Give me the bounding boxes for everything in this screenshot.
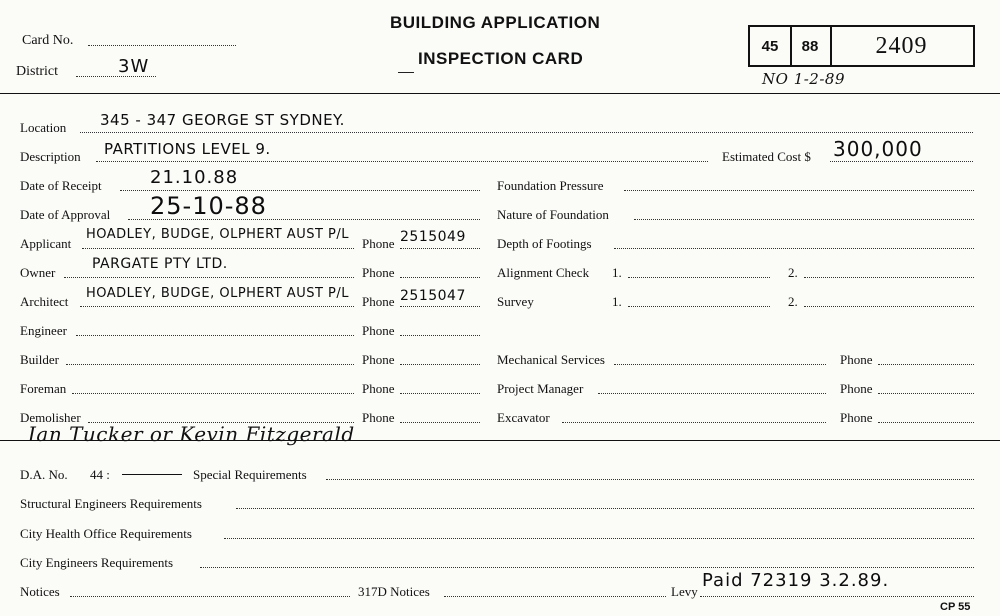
estimated-cost-label: Estimated Cost $ — [722, 149, 811, 164]
survey-num1: 1. — [612, 294, 622, 309]
applicant-line — [82, 248, 354, 249]
architect-value: HOADLEY, BUDGE, OLPHERT AUST P/L — [86, 286, 349, 301]
builder-line — [66, 364, 354, 365]
foreman-phone-line — [400, 393, 480, 394]
engineer-label: Engineer — [20, 323, 67, 338]
owner-phone-label: Phone — [362, 265, 395, 280]
description-label: Description — [20, 149, 81, 164]
mechanical-label: Mechanical Services — [497, 352, 605, 367]
date-receipt-line — [120, 190, 480, 191]
special-req-label: Special Requirements — [193, 467, 307, 482]
foreman-label: Foreman — [20, 381, 67, 396]
owner-label: Owner — [20, 265, 56, 280]
mechanical-phone-label: Phone — [840, 352, 873, 367]
mechanical-line — [614, 364, 826, 365]
special-req-line — [326, 479, 974, 480]
estimated-cost-line — [830, 161, 973, 162]
alignment-num1: 1. — [612, 265, 622, 280]
survey-line1 — [628, 306, 770, 307]
da-no-dash — [122, 474, 182, 475]
depth-footings-line — [614, 248, 974, 249]
da-no-value: 44 : — [90, 467, 110, 482]
architect-phone-value: 2515047 — [400, 288, 466, 304]
excavator-phone-label: Phone — [840, 410, 873, 425]
date-approval-label: Date of Approval — [20, 207, 111, 222]
engineer-phone-line — [400, 335, 480, 336]
estimated-cost-value: 300,000 — [833, 137, 923, 161]
project-manager-phone-line — [878, 393, 974, 394]
engineer-phone-label: Phone — [362, 323, 395, 338]
date-approval-value: 25-10-88 — [150, 192, 267, 220]
box-card-number: 2409 — [875, 32, 928, 59]
alignment-line2 — [804, 277, 974, 278]
owner-value: PARGATE PTY LTD. — [92, 256, 228, 272]
description-value: PARTITIONS LEVEL 9. — [104, 140, 271, 158]
middle-rule — [0, 440, 1000, 441]
box-cell-88: 88 — [790, 27, 832, 65]
project-manager-label: Project Manager — [497, 381, 584, 396]
card-subtitle: INSPECTION CARD — [418, 49, 584, 68]
excavator-phone-line — [878, 422, 974, 423]
builder-phone-label: Phone — [362, 352, 395, 367]
dash-mark — [398, 72, 414, 73]
district-label: District — [16, 64, 58, 79]
notices-317d-line — [444, 596, 666, 597]
survey-label: Survey — [497, 294, 534, 309]
project-manager-phone-label: Phone — [840, 381, 873, 396]
demolisher-phone-label: Phone — [362, 410, 395, 425]
location-label: Location — [20, 120, 67, 135]
handwritten-no-date: NO 1-2-89 — [762, 70, 846, 88]
box-cell-45: 45 — [750, 27, 792, 65]
mechanical-phone-line — [878, 364, 974, 365]
city-eng-req-label: City Engineers Requirements — [20, 555, 174, 570]
alignment-check-label: Alignment Check — [497, 265, 590, 280]
levy-value: Paid 72319 3.2.89. — [702, 570, 890, 591]
owner-line — [64, 277, 354, 278]
card-number-box — [748, 25, 975, 67]
survey-line2 — [804, 306, 974, 307]
description-line — [96, 161, 708, 162]
excavator-label: Excavator — [497, 410, 550, 425]
alignment-line1 — [628, 277, 770, 278]
foundation-pressure-line — [624, 190, 974, 191]
notices-label: Notices — [20, 584, 60, 599]
structural-req-label: Structural Engineers Requirements — [20, 496, 202, 511]
nature-foundation-line — [634, 219, 974, 220]
builder-phone-line — [400, 364, 480, 365]
architect-phone-label: Phone — [362, 294, 395, 309]
da-no-label: D.A. No. — [20, 467, 68, 482]
notices-317d-label: 317D Notices — [358, 584, 430, 599]
alignment-num2: 2. — [788, 265, 798, 280]
card-title: BUILDING APPLICATION — [390, 13, 601, 32]
health-req-label: City Health Office Requirements — [20, 526, 192, 541]
demolisher-phone-line — [400, 422, 480, 423]
handwritten-contacts-note: Ian Tucker or Kevin Fitzgerald — [28, 422, 355, 446]
location-value: 345 - 347 GEORGE ST SYDNEY. — [100, 111, 345, 129]
form-code: CP 55 — [940, 601, 971, 613]
engineer-line — [76, 335, 354, 336]
architect-label: Architect — [20, 294, 69, 309]
date-receipt-label: Date of Receipt — [20, 178, 102, 193]
architect-line — [80, 306, 354, 307]
applicant-phone-label: Phone — [362, 236, 395, 251]
top-rule — [0, 93, 1000, 94]
applicant-label: Applicant — [20, 236, 72, 251]
project-manager-line — [598, 393, 826, 394]
excavator-line — [562, 422, 826, 423]
levy-line — [700, 596, 974, 597]
location-line — [80, 132, 973, 133]
demolisher-label: Demolisher — [20, 410, 81, 425]
owner-phone-line — [400, 277, 480, 278]
survey-num2: 2. — [788, 294, 798, 309]
district-value: 3W — [118, 56, 150, 77]
date-receipt-value: 21.10.88 — [150, 167, 239, 188]
builder-label: Builder — [20, 352, 59, 367]
card-no-label: Card No. — [22, 33, 74, 48]
notices-line — [70, 596, 350, 597]
foreman-phone-label: Phone — [362, 381, 395, 396]
applicant-value: HOADLEY, BUDGE, OLPHERT AUST P/L — [86, 227, 349, 242]
health-req-line — [224, 538, 974, 539]
card-no-line — [88, 45, 236, 46]
applicant-phone-line — [400, 248, 480, 249]
foreman-line — [72, 393, 354, 394]
applicant-phone-value: 2515049 — [400, 229, 466, 245]
levy-label: Levy — [671, 584, 698, 599]
nature-foundation-label: Nature of Foundation — [497, 207, 609, 222]
depth-footings-label: Depth of Footings — [497, 236, 592, 251]
structural-req-line — [236, 508, 974, 509]
architect-phone-line — [400, 306, 480, 307]
city-eng-req-line — [200, 567, 974, 568]
foundation-pressure-label: Foundation Pressure — [497, 178, 604, 193]
